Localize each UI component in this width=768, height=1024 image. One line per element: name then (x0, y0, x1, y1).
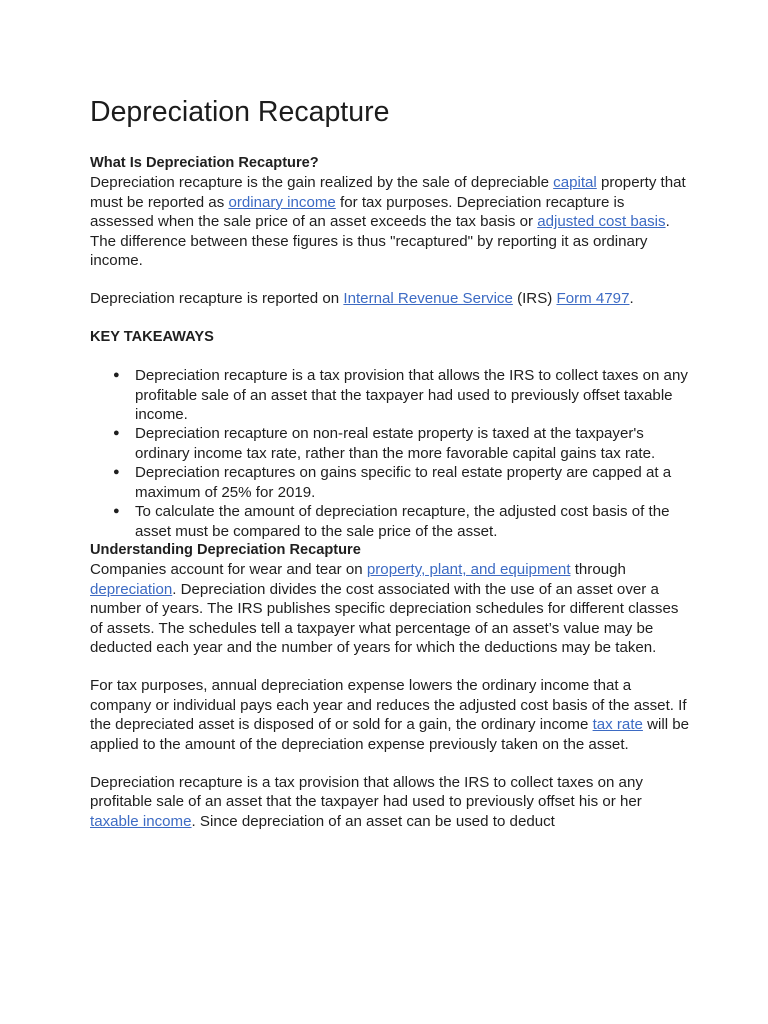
bullet-icon: ● (113, 466, 120, 479)
list-item (113, 502, 690, 541)
intro-text-2: property that must be reported as (90, 174, 686, 211)
ppe-link[interactable]: property, plant, and equipment (366, 561, 571, 579)
intro-text-4: . The difference between these figures is thus "recaptured" by reporting it as ordinary income. (90, 213, 670, 270)
provision-text-1: Depreciation recapture is a tax provision that allows the IRS to collect taxes on any profitable sale of an asset that the taxpayer had used to previously offset his or her (90, 773, 643, 811)
list-item (113, 463, 690, 502)
list-item (113, 366, 690, 424)
irs-link[interactable]: Internal Revenue Service (343, 290, 513, 308)
irs-text-3: . (629, 290, 634, 308)
understanding-paragraph (90, 560, 690, 657)
irs-text-1: Depreciation recapture is reported on (90, 290, 344, 308)
key-takeaways-heading: KEY TAKEAWAYS (90, 328, 214, 345)
intro-text-1: Depreciation recapture is the gain realized by the sale of depreciable (90, 174, 554, 192)
takeaway-text: Depreciation recapture on non-real estate property is taxed at the taxpayer's ordinary income tax rate, rather than the more favorable capital gains tax rate. (135, 425, 656, 462)
capital-link[interactable]: capital (553, 174, 597, 192)
document-page (90, 94, 690, 831)
understanding-heading: Understanding Depreciation Recapture (90, 541, 361, 558)
tax-rate-link[interactable]: tax rate (592, 716, 643, 734)
bullet-icon: ● (113, 369, 120, 382)
irs-paragraph (90, 289, 690, 308)
bullet-icon: ● (113, 505, 120, 518)
provision-text-2: . Since depreciation of an asset can be used to deduct (191, 812, 555, 830)
takeaway-text: Depreciation recaptures on gains specific to real estate property are capped at a maximum of 25% for 2019. (135, 464, 672, 501)
intro-text-3: for tax purposes. Depreciation recapture is assessed when the sale price of an asset exceeds the tax basis or (90, 193, 625, 231)
takeaway-text: To calculate the amount of depreciation recapture, the adjusted cost basis of the asset must be compared to the sale price of the asset. (135, 503, 670, 540)
tax-purposes-text-1: For tax purposes, annual depreciation expense lowers the ordinary income that a company or individual pays each year and reduces the adjusted cost basis of the asset. If the depreciated asset is disposed of or sold for a gain, the ordinary income (90, 677, 687, 734)
recapture-provision-paragraph (90, 773, 690, 831)
irs-text-2: (IRS) (512, 290, 557, 308)
understanding-text-1: Companies account for wear and tear on (90, 561, 367, 579)
form-4797-link[interactable]: Form 4797 (556, 290, 630, 308)
ordinary-income-link[interactable]: ordinary income (228, 193, 336, 211)
understanding-text-3: . Depreciation divides the cost associated with the use of an asset over a number of years. The IRS publishes specific depreciation schedules for different classes of assets. The schedules tell a taxpayer what percentage of an asset’s value may be deducted each year and the number of years for which the deductions may be taken. (90, 580, 679, 656)
tax-purposes-text-2: will be applied to the amount of the depreciation expense previously taken on the asset. (90, 716, 690, 753)
key-takeaways-list (90, 366, 690, 541)
tax-purposes-paragraph (90, 676, 690, 754)
intro-paragraph (90, 173, 690, 270)
bullet-icon: ● (113, 427, 120, 440)
page-title: Depreciation Recapture (90, 96, 390, 128)
understanding-text-2: through (570, 561, 626, 579)
adjusted-cost-basis-link[interactable]: adjusted cost basis (537, 213, 666, 231)
depreciation-link[interactable]: depreciation (90, 580, 173, 598)
takeaway-text: Depreciation recapture is a tax provision that allows the IRS to collect taxes on any profitable sale of an asset that the taxpayer had used to previously offset taxable income. (135, 367, 688, 424)
list-item (113, 424, 690, 463)
taxable-income-link[interactable]: taxable income (90, 812, 192, 830)
what-is-heading: What Is Depreciation Recapture? (90, 155, 319, 171)
